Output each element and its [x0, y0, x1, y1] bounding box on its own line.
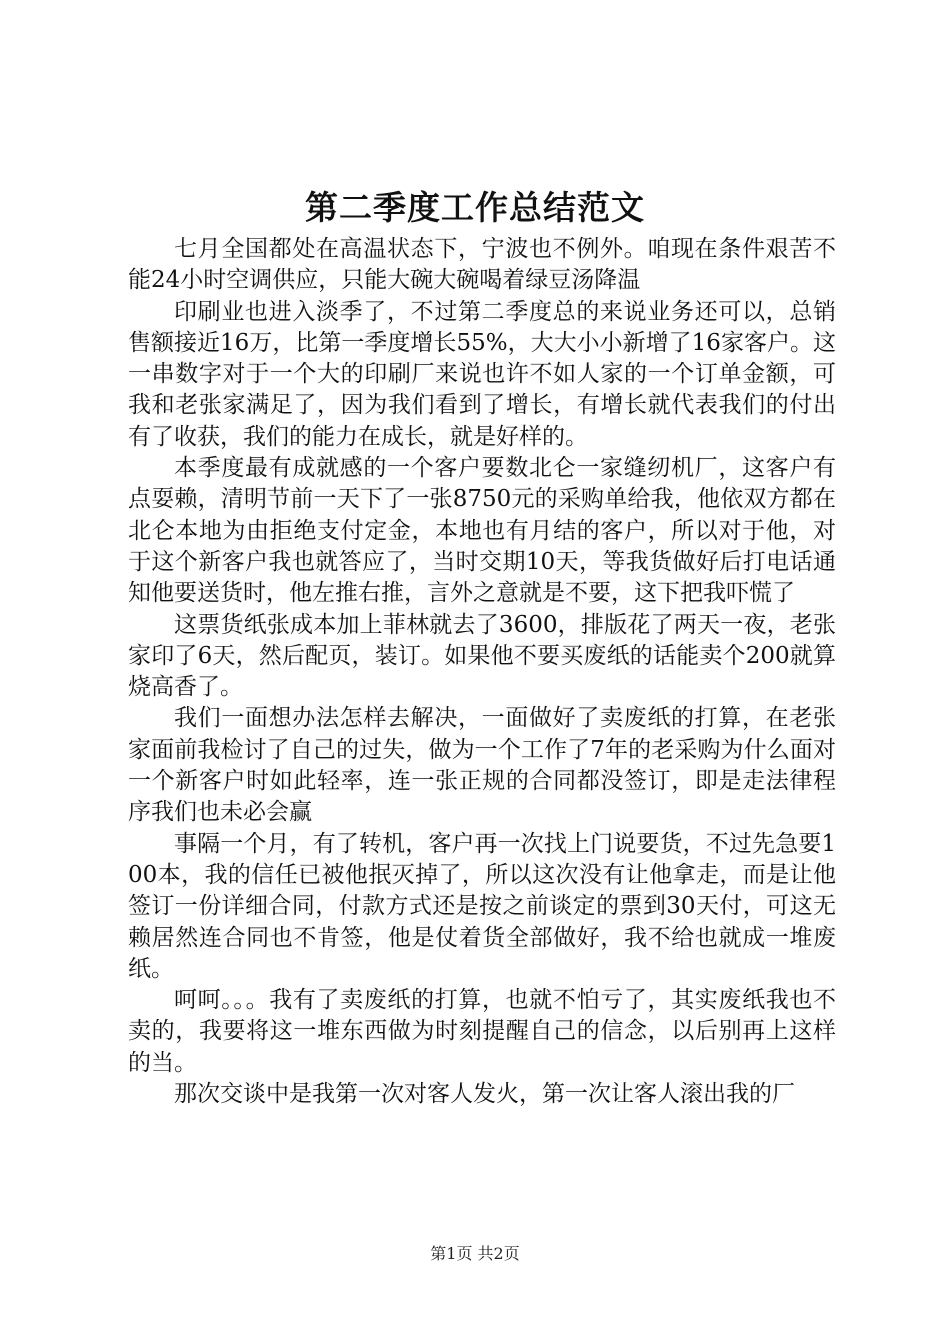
paragraph-2: 印刷业也进入淡季了，不过第二季度总的来说业务还可以，总销售额接近16万，比第一季度增长55%，大大小小新增了16家客户。这一串数字对于一个大的印刷厂来说也许不如人家的一个订单金额，可我和老张家满足了，因为我们看到了增长，有增长就代表我们的付出有了收获，我们的能力在成长，就是好样的。: [128, 298, 836, 450]
document-title: 第二季度工作总结范文: [305, 188, 645, 227]
paragraph-7: 呵呵。。。我有了卖废纸的打算，也就不怕亏了，其实废纸我也不卖的，我要将这一堆东西做为时刻提醒自己的信念，以后别再上这样的当。: [128, 987, 836, 1076]
paragraph-6: 事隔一个月，有了转机，客户再一次找上门说要货，不过先急要100本，我的信任已被他抿灭掉了，所以这次没有让他拿走，而是让他签订一份详细合同，付款方式还是按之前谈定的票到30天付，可这无赖居然连合同也不肯签，他是仗着货全部做好，我不给也就成一堆废纸。: [128, 830, 836, 982]
paragraph-1: 七月全国都处在高温状态下，宁波也不例外。咱现在条件艰苦不能24小时空调供应，只能大碗大碗喝着绿豆汤降温: [128, 236, 836, 294]
paragraph-8: 那次交谈中是我第一次对客人发火，第一次让客人滚出我的厂: [174, 1081, 795, 1108]
paragraph-4: 这票货纸张成本加上菲林就去了3600，排版花了两天一夜，老张家印了6天，然后配页，装订。如果他不要买废纸的话能卖个200就算烧高香了。: [128, 611, 836, 701]
paragraph-3: 本季度最有成就感的一个客户要数北仑一家缝纫机厂，这客户有点耍赖，清明节前一天下了一张8750元的采购单给我，他依双方都在北仑本地为由拒绝支付定金，本地也有月结的客户，所以对于他，对于这个新客户我也就答应了，当时交期10天，等我货做好后打电话通知他要送货时，他左推右推，言外之意就是不要，这下把我吓慌了: [128, 455, 836, 607]
page-indicator: 第1页 共2页: [430, 1244, 520, 1263]
paragraph-5: 我们一面想办法怎样去解决，一面做好了卖废纸的打算，在老张家面前我检讨了自己的过失，做为一个工作了7年的老采购为什么面对一个新客户时如此轻率，连一张正规的合同都没签订，即是走法律程序我们也未必会赢: [128, 705, 836, 826]
document-body: [128, 234, 836, 1110]
